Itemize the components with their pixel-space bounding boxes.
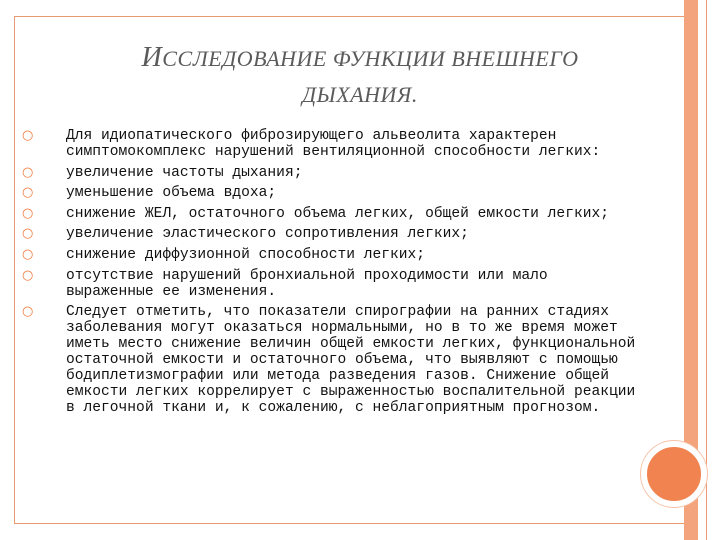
list-item-text: уменьшение объема вдоха; <box>66 185 277 202</box>
slide-title <box>0 40 720 113</box>
circle-bullet-icon: ○ <box>22 304 34 320</box>
title-line-1 <box>0 40 720 77</box>
list-item <box>22 206 642 222</box>
circle-bullet-icon: ○ <box>22 205 34 221</box>
list-item <box>22 247 642 263</box>
list-item <box>22 128 642 160</box>
list-item-text: увеличение эластического сопротивления легких; <box>66 226 469 243</box>
circle-bullet-icon: ○ <box>22 185 34 201</box>
decorative-circle <box>641 441 707 507</box>
list-item <box>22 165 642 181</box>
title-line-2: ДЫХАНИЯ. <box>302 82 418 107</box>
list-item-text: увеличение частоты дыхания; <box>66 164 303 181</box>
circle-bullet-icon: ○ <box>22 246 34 262</box>
title-line-1-rest: ССЛЕДОВАНИЕ ФУНКЦИИ ВНЕШНЕГО <box>162 46 579 71</box>
title-initial-letter: И <box>141 42 163 73</box>
bullet-list <box>22 128 642 421</box>
circle-bullet-icon: ○ <box>22 267 34 283</box>
list-item-text: снижение ЖЕЛ, остаточного объема легких, общей емкости легких; <box>66 205 609 222</box>
list-item <box>22 268 642 300</box>
list-item-text: Для идиопатического фиброзирующего альвеолита характерен симптомокомплекс нарушений вентиляционной способности легких: <box>66 128 601 160</box>
list-item-text: снижение диффузионной способности легких; <box>66 246 426 263</box>
list-item <box>22 226 642 242</box>
circle-bullet-icon: ○ <box>22 164 34 180</box>
circle-bullet-icon: ○ <box>22 128 34 143</box>
list-item <box>22 185 642 201</box>
circle-bullet-icon: ○ <box>22 226 34 242</box>
list-item-text: отсутствие нарушений бронхиальной проходимости или мало выраженные ее изменения. <box>66 267 548 300</box>
list-item-text: Следует отметить, что показатели спирографии на ранних стадиях заболевания могут оказаться нормальными, но в то же время может иметь место снижение величин общей емкости легких, функциональной остаточной емкости и остаточного объема, что выявляют с помощью бодиплетизмографии или метода разведения газов. Снижение общей емкости легких коррелирует с выраженностью воспалительной реакции в легочной ткани и, к сожалению, с неблагоприятным прогнозом. <box>66 304 636 417</box>
list-item <box>22 304 642 416</box>
